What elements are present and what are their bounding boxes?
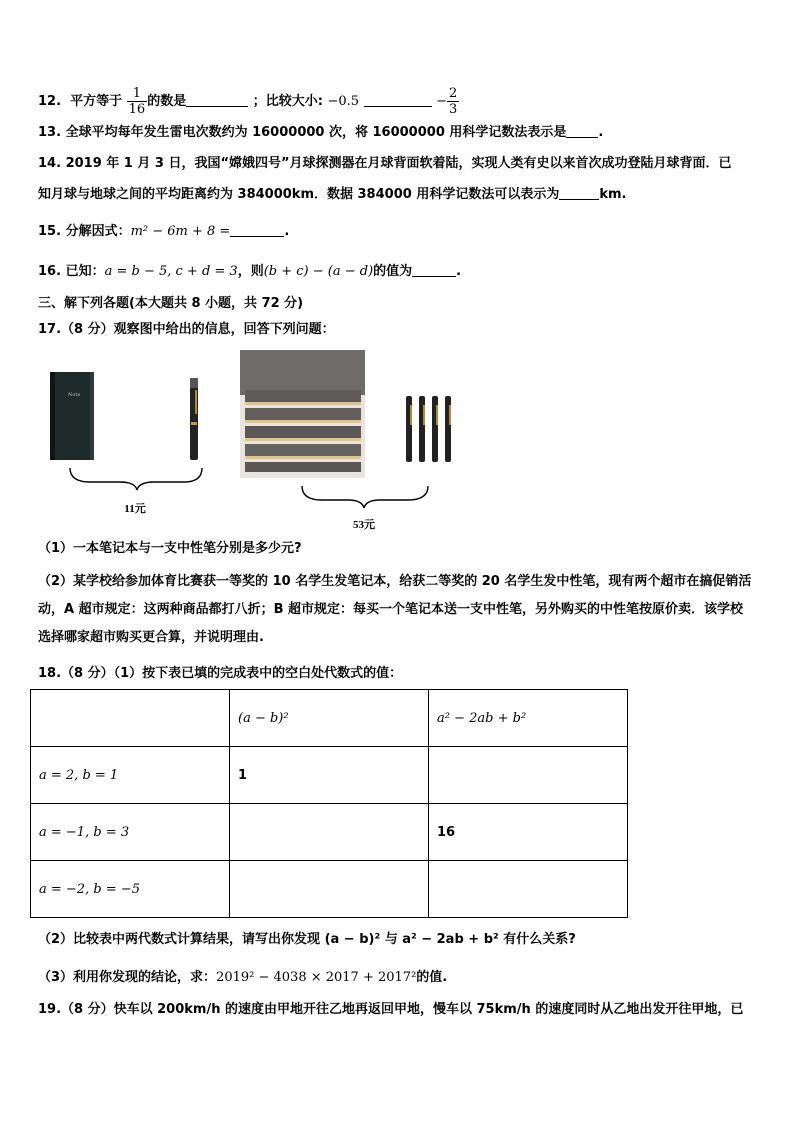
answer-blank[interactable] [364, 92, 432, 107]
answer-blank[interactable] [186, 92, 248, 107]
brace-1 [70, 468, 202, 490]
table-row [31, 747, 628, 804]
table-header-cell: (a − b)² [230, 690, 429, 747]
question-14-line2: 知月球与地球之间的平均距离约为 384000km．数据 384000 用科学记数法可以表示为 km. [38, 187, 627, 202]
table-header-cell [31, 690, 230, 747]
table-cell: 16 [429, 804, 628, 861]
table-row [31, 804, 628, 861]
answer-blank[interactable] [230, 222, 284, 237]
fraction-one-sixteenth: $\frac{1}{16}$ [128, 86, 146, 117]
answer-blank[interactable] [412, 262, 456, 277]
question-17-part1: （1）一本笔记本与一支中性笔分别是多少元? [38, 541, 302, 556]
question-12: 12. 平方等于 $\frac{1}{16}$ 的数是 ；比较大小: −0.5 − $\frac{2}{3}$ [38, 86, 458, 117]
table-cell-blank[interactable] [230, 804, 429, 861]
table-cell: a = 2, b = 1 [31, 747, 230, 804]
price-label-2: 53元 [353, 519, 375, 531]
notebook-stack-icon [240, 350, 365, 478]
question-16: 16. 已知：a = b − 5, c + d = 3，则(b + c) − (a − d)的值为 . [38, 264, 462, 279]
answer-blank[interactable] [566, 123, 598, 138]
section-heading: 三、解下列各题(本大题共 8 小题，共 72 分) [38, 296, 304, 311]
question-18-head: 18.（8 分）（1）按下表已填的完成表中的空白处代数式的值： [38, 666, 403, 681]
question-17-head: 17.（8 分）观察图中给出的信息，回答下列问题： [38, 322, 335, 337]
svg-text:Note: Note [68, 392, 81, 398]
table-cell: a = −1, b = 3 [31, 804, 230, 861]
question-17-part2: （2）某学校给参加体育比赛获一等奖的 10 名学生发笔记本，给获二等奖的 20 名学生发中性笔，现有两个超市在搞促销活动，A 超市规定：这两种商品都打八折；B 超市规定：每买一个笔记本送一支中性笔，另外购买的中性笔按原价卖．该学校选择哪家超市购买更合算，并说明理由. [38, 574, 752, 645]
four-pens-icon [406, 396, 451, 462]
question-15: 15. 分解因式：m² − 6m + 8 = . [38, 224, 290, 239]
table-header-row [31, 690, 628, 747]
table-cell: 1 [230, 747, 429, 804]
brace-2 [302, 486, 428, 508]
table-cell-blank[interactable] [429, 747, 628, 804]
price-label-1: 11元 [124, 503, 146, 515]
table-cell-blank[interactable] [429, 861, 628, 918]
notebook-pen-figure [40, 350, 480, 535]
notebook-icon [50, 372, 94, 460]
answer-blank[interactable] [559, 185, 599, 200]
question-18-part3: （3）利用你发现的结论，求：2019² − 4038 × 2017 + 2017²的值. [38, 970, 448, 985]
question-13: 13. 全球平均每年发生雷电次数约为 16000000 次，将 16000000 用科学记数法表示是 . [38, 125, 604, 140]
table-cell-blank[interactable] [230, 861, 429, 918]
pen-icon [190, 378, 198, 460]
question-19: 19.（8 分）快车以 200km/h 的速度由甲地开往乙地再返回甲地，慢车以 75km/h 的速度同时从乙地出发开往甲地，已 [38, 1002, 744, 1017]
table-header-cell: a² − 2ab + b² [429, 690, 628, 747]
question-18-part2: （2）比较表中两代数式计算结果，请写出你发现 (a − b)² 与 a² − 2ab + b² 有什么关系? [38, 932, 576, 947]
fraction-two-thirds: $\frac{2}{3}$ [449, 86, 458, 117]
table-row [31, 861, 628, 918]
question-14-line1: 14. 2019 年 1 月 3 日，我国“嫦娥四号”月球探测器在月球背面软着陆，实现人类有史以来首次成功登陆月球背面．已 [38, 156, 732, 171]
values-table [30, 689, 628, 918]
table-cell: a = −2, b = −5 [31, 861, 230, 918]
